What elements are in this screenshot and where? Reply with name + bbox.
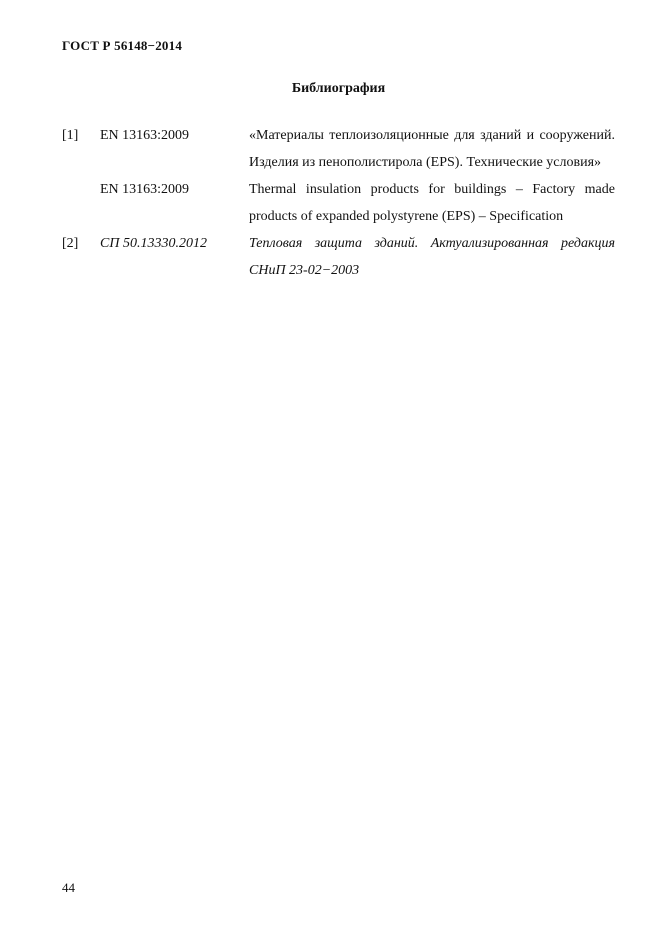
- page-number: 44: [62, 880, 75, 895]
- entry-text: [249, 230, 615, 284]
- document-header: ГОСТ Р 56148−2014: [62, 38, 183, 53]
- bibliography-entry: [62, 230, 615, 284]
- bibliography-list: [62, 122, 615, 284]
- bibliography-entry: [62, 122, 615, 230]
- entry-text-ru: «Материалы теплоизоляционные для зданий и сооружений. Изделия из пенополистирола (EPS). Технические условия»: [249, 128, 615, 170]
- entry-code: EN 13163:2009: [100, 182, 190, 197]
- entry-codes: [100, 122, 240, 203]
- entry-codes: [100, 230, 240, 257]
- entry-code: EN 13163:2009: [100, 128, 190, 143]
- entry-number: [2]: [62, 236, 79, 251]
- entry-text: [249, 122, 615, 230]
- page-title: Библиография: [291, 81, 386, 96]
- entry-number: [1]: [62, 128, 79, 143]
- entry-text-en: Thermal insulation products for buildings – Factory made products of expanded polystyrene (EPS) – Specification: [249, 182, 615, 224]
- entry-code: СП 50.13330.2012: [100, 236, 207, 251]
- entry-text-ru: Тепловая защита зданий. Актуализированная редакция СНиП 23-02−2003: [249, 236, 615, 278]
